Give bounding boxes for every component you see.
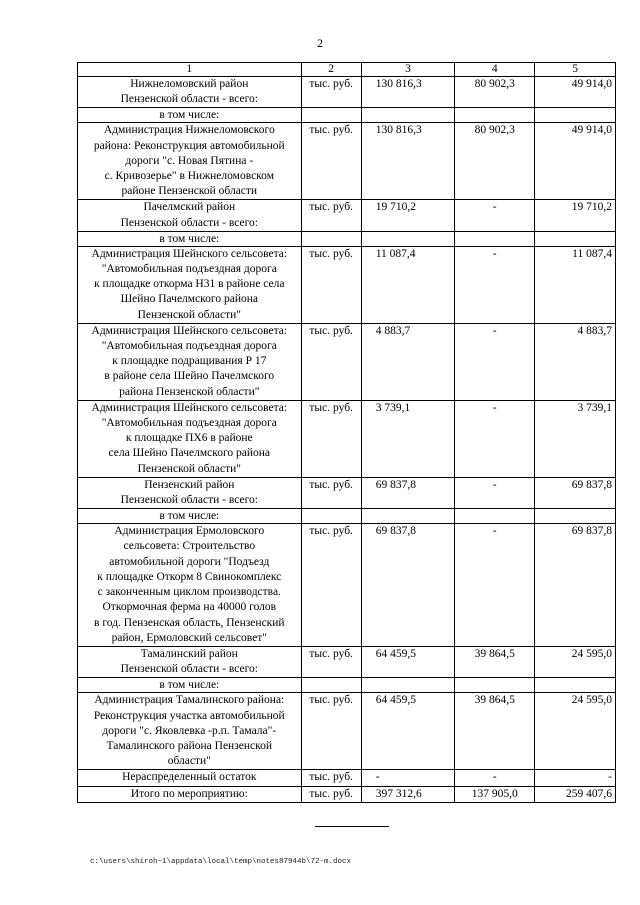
table-row [78,323,616,400]
empty-cell [535,108,616,123]
table-row [78,77,616,108]
row-total: 64 459,5 [361,693,455,770]
row-unit: тыс. руб. [301,477,361,508]
header-col-3: 3 [361,63,455,77]
row-col-5: 259 407,6 [535,786,616,802]
empty-cell [301,231,361,246]
row-name: Нижнеломовский район Пензенской области - всего: [78,77,302,108]
subtotal-label-row [78,678,616,693]
row-name: Нераспределенный остаток [78,770,302,786]
row-unit: тыс. руб. [301,400,361,477]
row-col-5: 69 837,8 [535,524,616,647]
row-unit: тыс. руб. [301,200,361,231]
row-total: - [361,770,455,786]
table-row [78,200,616,231]
row-unit: тыс. руб. [301,77,361,108]
header-col-1: 1 [78,63,302,77]
row-name: Администрация Тамалинского района: Реконструкция участка автомобильной дороги "с. Яковлевка -р.п. Тамала"- Тамалинского района Пензенской области" [78,693,302,770]
empty-cell [361,231,455,246]
row-label: в том числе: [78,108,302,123]
row-col-4: - [455,246,535,323]
row-unit: тыс. руб. [301,323,361,400]
empty-cell [455,231,535,246]
row-total: 397 312,6 [361,786,455,802]
table-row [78,123,616,200]
empty-cell [361,678,455,693]
row-unit: тыс. руб. [301,786,361,802]
header-col-4: 4 [455,63,535,77]
row-col-4: - [455,323,535,400]
row-name: Тамалинский район Пензенской области - всего: [78,646,302,677]
table-row [78,693,616,770]
table-row [78,246,616,323]
empty-cell [301,108,361,123]
row-label: в том числе: [78,231,302,246]
row-unit: тыс. руб. [301,693,361,770]
empty-cell [455,509,535,524]
row-total: 130 816,3 [361,123,455,200]
row-col-4: - [455,400,535,477]
empty-cell [455,108,535,123]
row-total: 64 459,5 [361,646,455,677]
row-total: 11 087,4 [361,246,455,323]
table-header-row [78,63,616,77]
budget-table [77,62,616,803]
row-label: в том числе: [78,509,302,524]
file-path-footer: c:\users\shiroh~1\appdata\local\temp\notes87944b\72-m.docx [90,858,352,866]
row-name: Администрация Шейнского сельсовета: "Автомобильная подъездная дорога к площадке ПХ6 в районе села Шейно Пачелмского района Пензенской области" [78,400,302,477]
row-col-5: 69 837,8 [535,477,616,508]
empty-cell [535,509,616,524]
row-name: Администрация Нижнеломовского района: Реконструкция автомобильной дороги "с. Новая Пятина - с. Кривозерье" в Нижнеломовском районе Пензенской области [78,123,302,200]
row-unit: тыс. руб. [301,770,361,786]
table-row [78,400,616,477]
empty-cell [361,509,455,524]
table-row [78,524,616,647]
row-col-4: - [455,200,535,231]
signature-line [315,826,389,827]
page-number: 2 [317,36,323,50]
row-col-4: - [455,770,535,786]
row-col-4: 39 864,5 [455,693,535,770]
row-unit: тыс. руб. [301,524,361,647]
row-col-5: 24 595,0 [535,693,616,770]
row-unit: тыс. руб. [301,246,361,323]
subtotal-label-row [78,108,616,123]
row-name: Администрация Шейнского сельсовета: "Автомобильная подъездная дорога к площадке подращивания Р 17 в районе села Шейно Пачелмского района Пензенской области" [78,323,302,400]
row-total: 4 883,7 [361,323,455,400]
row-col-5: 19 710,2 [535,200,616,231]
row-total: 3 739,1 [361,400,455,477]
empty-cell [535,678,616,693]
row-col-5: 4 883,7 [535,323,616,400]
empty-cell [361,108,455,123]
table-row [78,646,616,677]
table-row [78,786,616,802]
row-col-5: 49 914,0 [535,123,616,200]
row-name: Пачелмский район Пензенской области - всего: [78,200,302,231]
row-unit: тыс. руб. [301,123,361,200]
empty-cell [301,678,361,693]
row-total: 19 710,2 [361,200,455,231]
row-name: Администрация Ермоловского сельсовета: Строительство автомобильной дороги "Подъезд к площадке Откорм 8 Свинокомплекс с законченным циклом производства. Откормочная ферма на 40000 голов в год. Пензенская область, Пензенский район, Ермоловский сельсовет" [78,524,302,647]
row-col-5: - [535,770,616,786]
row-col-5: 11 087,4 [535,246,616,323]
row-total: 69 837,8 [361,477,455,508]
row-name: Пензенский район Пензенской области - всего: [78,477,302,508]
empty-cell [455,678,535,693]
row-col-5: 49 914,0 [535,77,616,108]
row-col-5: 3 739,1 [535,400,616,477]
row-col-4: - [455,524,535,647]
table-row [78,477,616,508]
row-unit: тыс. руб. [301,646,361,677]
row-name: Итого по мероприятию: [78,786,302,802]
row-col-4: 137 905,0 [455,786,535,802]
header-col-2: 2 [301,63,361,77]
header-col-5: 5 [535,63,616,77]
row-name: Администрация Шейнского сельсовета: "Автомобильная подъездная дорога к площадке откорма Н31 в районе села Шейно Пачелмского района Пензенской области" [78,246,302,323]
subtotal-label-row [78,509,616,524]
row-col-4: 80 902,3 [455,77,535,108]
row-col-5: 24 595,0 [535,646,616,677]
subtotal-label-row [78,231,616,246]
row-total: 69 837,8 [361,524,455,647]
empty-cell [535,231,616,246]
row-label: в том числе: [78,678,302,693]
row-col-4: 80 902,3 [455,123,535,200]
row-col-4: 39 864,5 [455,646,535,677]
empty-cell [301,509,361,524]
row-col-4: - [455,477,535,508]
table-row [78,770,616,786]
row-total: 130 816,3 [361,77,455,108]
